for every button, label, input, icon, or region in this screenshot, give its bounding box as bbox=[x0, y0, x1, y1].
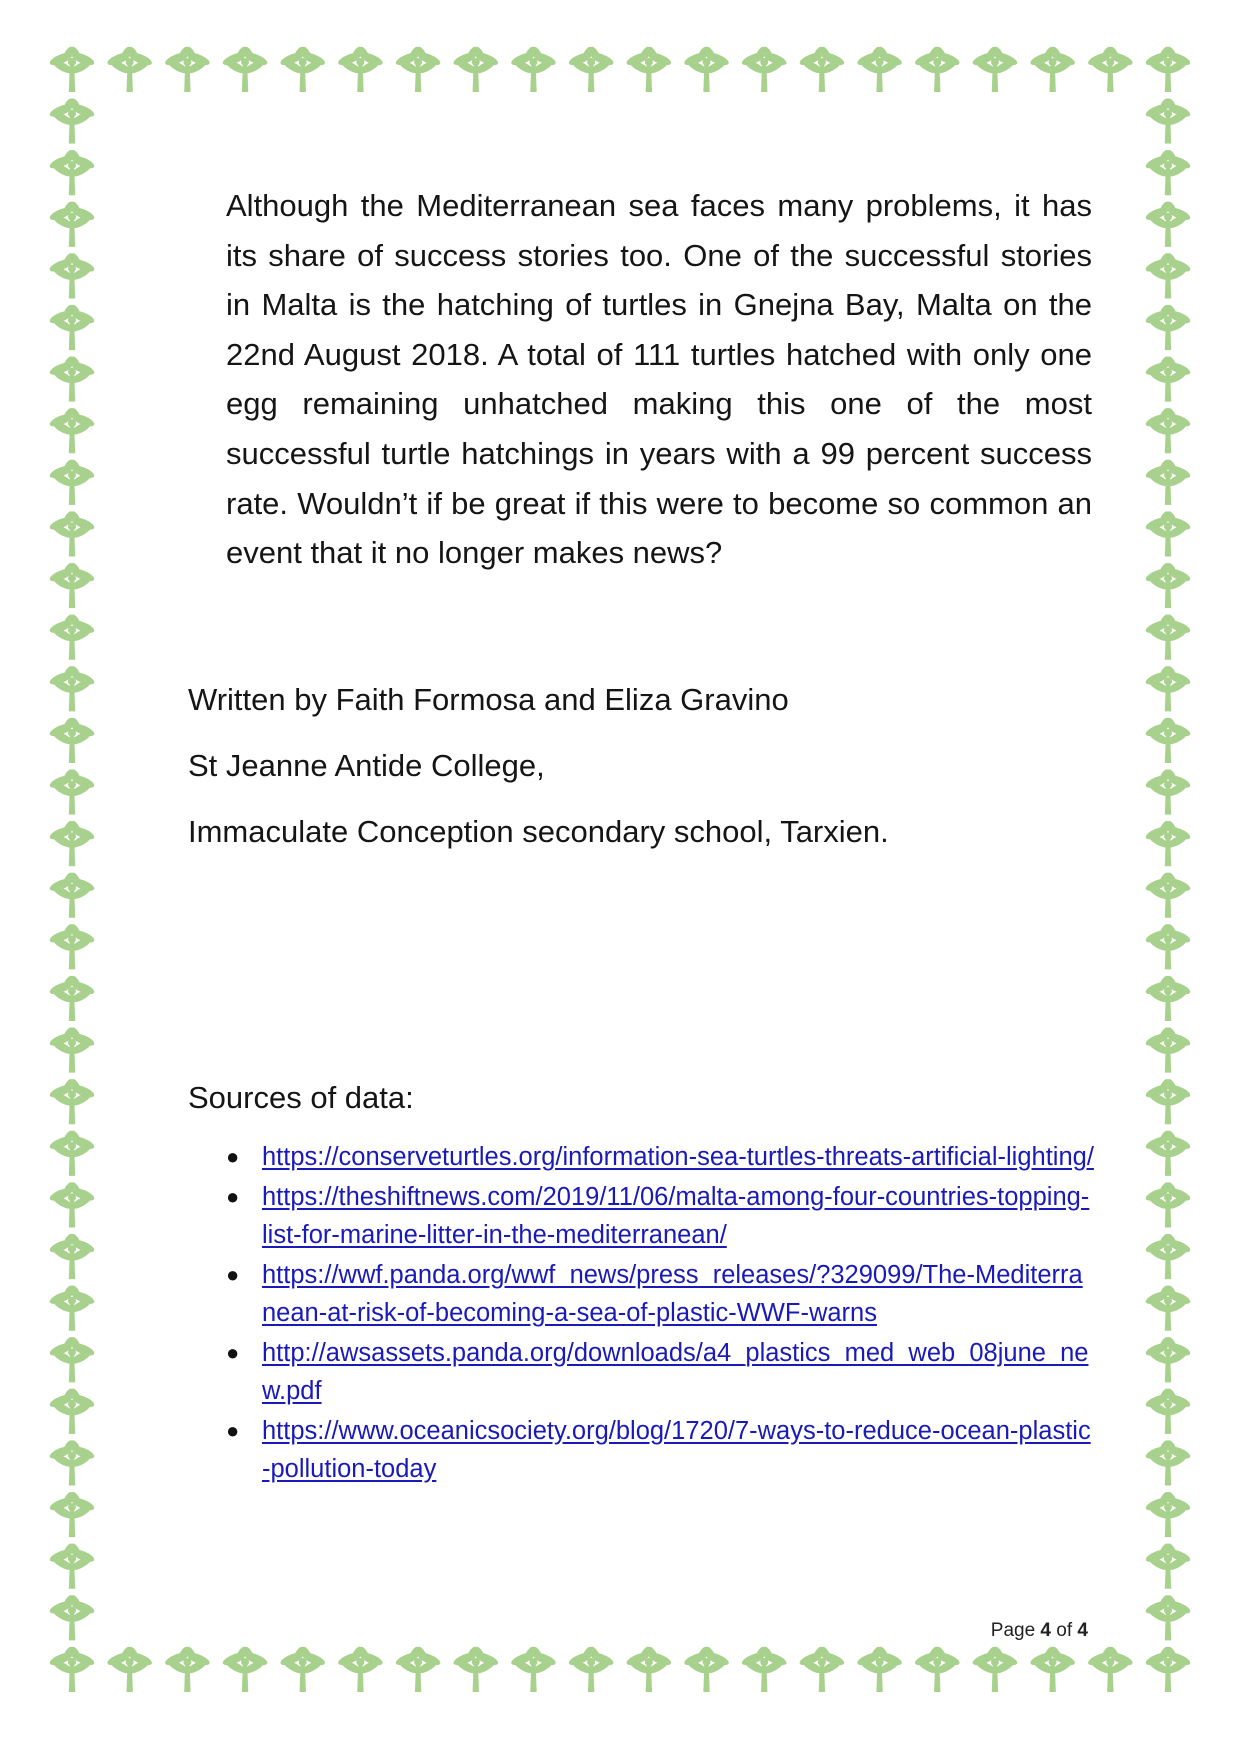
bullet-icon: ● bbox=[226, 1144, 240, 1169]
list-item bbox=[222, 1178, 1094, 1255]
source-link[interactable]: https://theshiftnews.com/2019/11/06/malta-among-four-countries-topping-list-for-marine-litter-in-the-mediterranean/ bbox=[262, 1182, 1090, 1249]
source-link[interactable]: https://wwf.panda.org/wwf_news/press_releases/?329099/The-Mediterranean-at-risk-of-becoming-a-sea-of-plastic-WWF-warns bbox=[262, 1260, 1083, 1327]
total-pages: 4 bbox=[1077, 1620, 1088, 1641]
source-link[interactable]: https://conserveturtles.org/information-sea-turtles-threats-artificial-lighting/ bbox=[262, 1143, 1094, 1171]
school-name: Immaculate Conception secondary school, Tarxien. bbox=[188, 814, 889, 849]
list-item bbox=[222, 1256, 1094, 1333]
bullet-icon: ● bbox=[226, 1339, 240, 1365]
list-item bbox=[222, 1138, 1094, 1177]
bullet-icon: ● bbox=[226, 1261, 240, 1287]
current-page: 4 bbox=[1040, 1620, 1051, 1641]
sources-list bbox=[222, 1138, 1094, 1490]
source-link[interactable]: http://awsassets.panda.org/downloads/a4_plastics_med_web_08june_new.pdf bbox=[262, 1338, 1089, 1405]
college-name: St Jeanne Antide College, bbox=[188, 748, 545, 783]
author-credit: Written by Faith Formosa and Eliza Gravino bbox=[188, 682, 789, 717]
list-item bbox=[222, 1412, 1094, 1489]
bullet-icon: ● bbox=[226, 1183, 240, 1209]
page-word: Page bbox=[990, 1620, 1036, 1641]
sources-heading: Sources of data: bbox=[188, 1080, 414, 1115]
source-link[interactable]: https://www.oceanicsociety.org/blog/1720/7-ways-to-reduce-ocean-plastic-pollution-today bbox=[262, 1416, 1091, 1483]
list-item bbox=[222, 1334, 1094, 1411]
page-number bbox=[991, 1620, 1088, 1642]
of-word: of bbox=[1056, 1620, 1073, 1641]
body-paragraph: Although the Mediterranean sea faces many problems, it has its share of success stories too. One of the successful stories in Malta is the hatching of turtles in Gnejna Bay, Malta on the 22nd August 2018. A total of 111 turtles hatched with only one egg remaining unhatched making this one of the most successful turtle hatchings in years with a 99 percent success rate. Wouldn’t if be great if this were to become so common an event that it no longer makes news? bbox=[226, 188, 1092, 571]
bullet-icon: ● bbox=[226, 1417, 240, 1443]
